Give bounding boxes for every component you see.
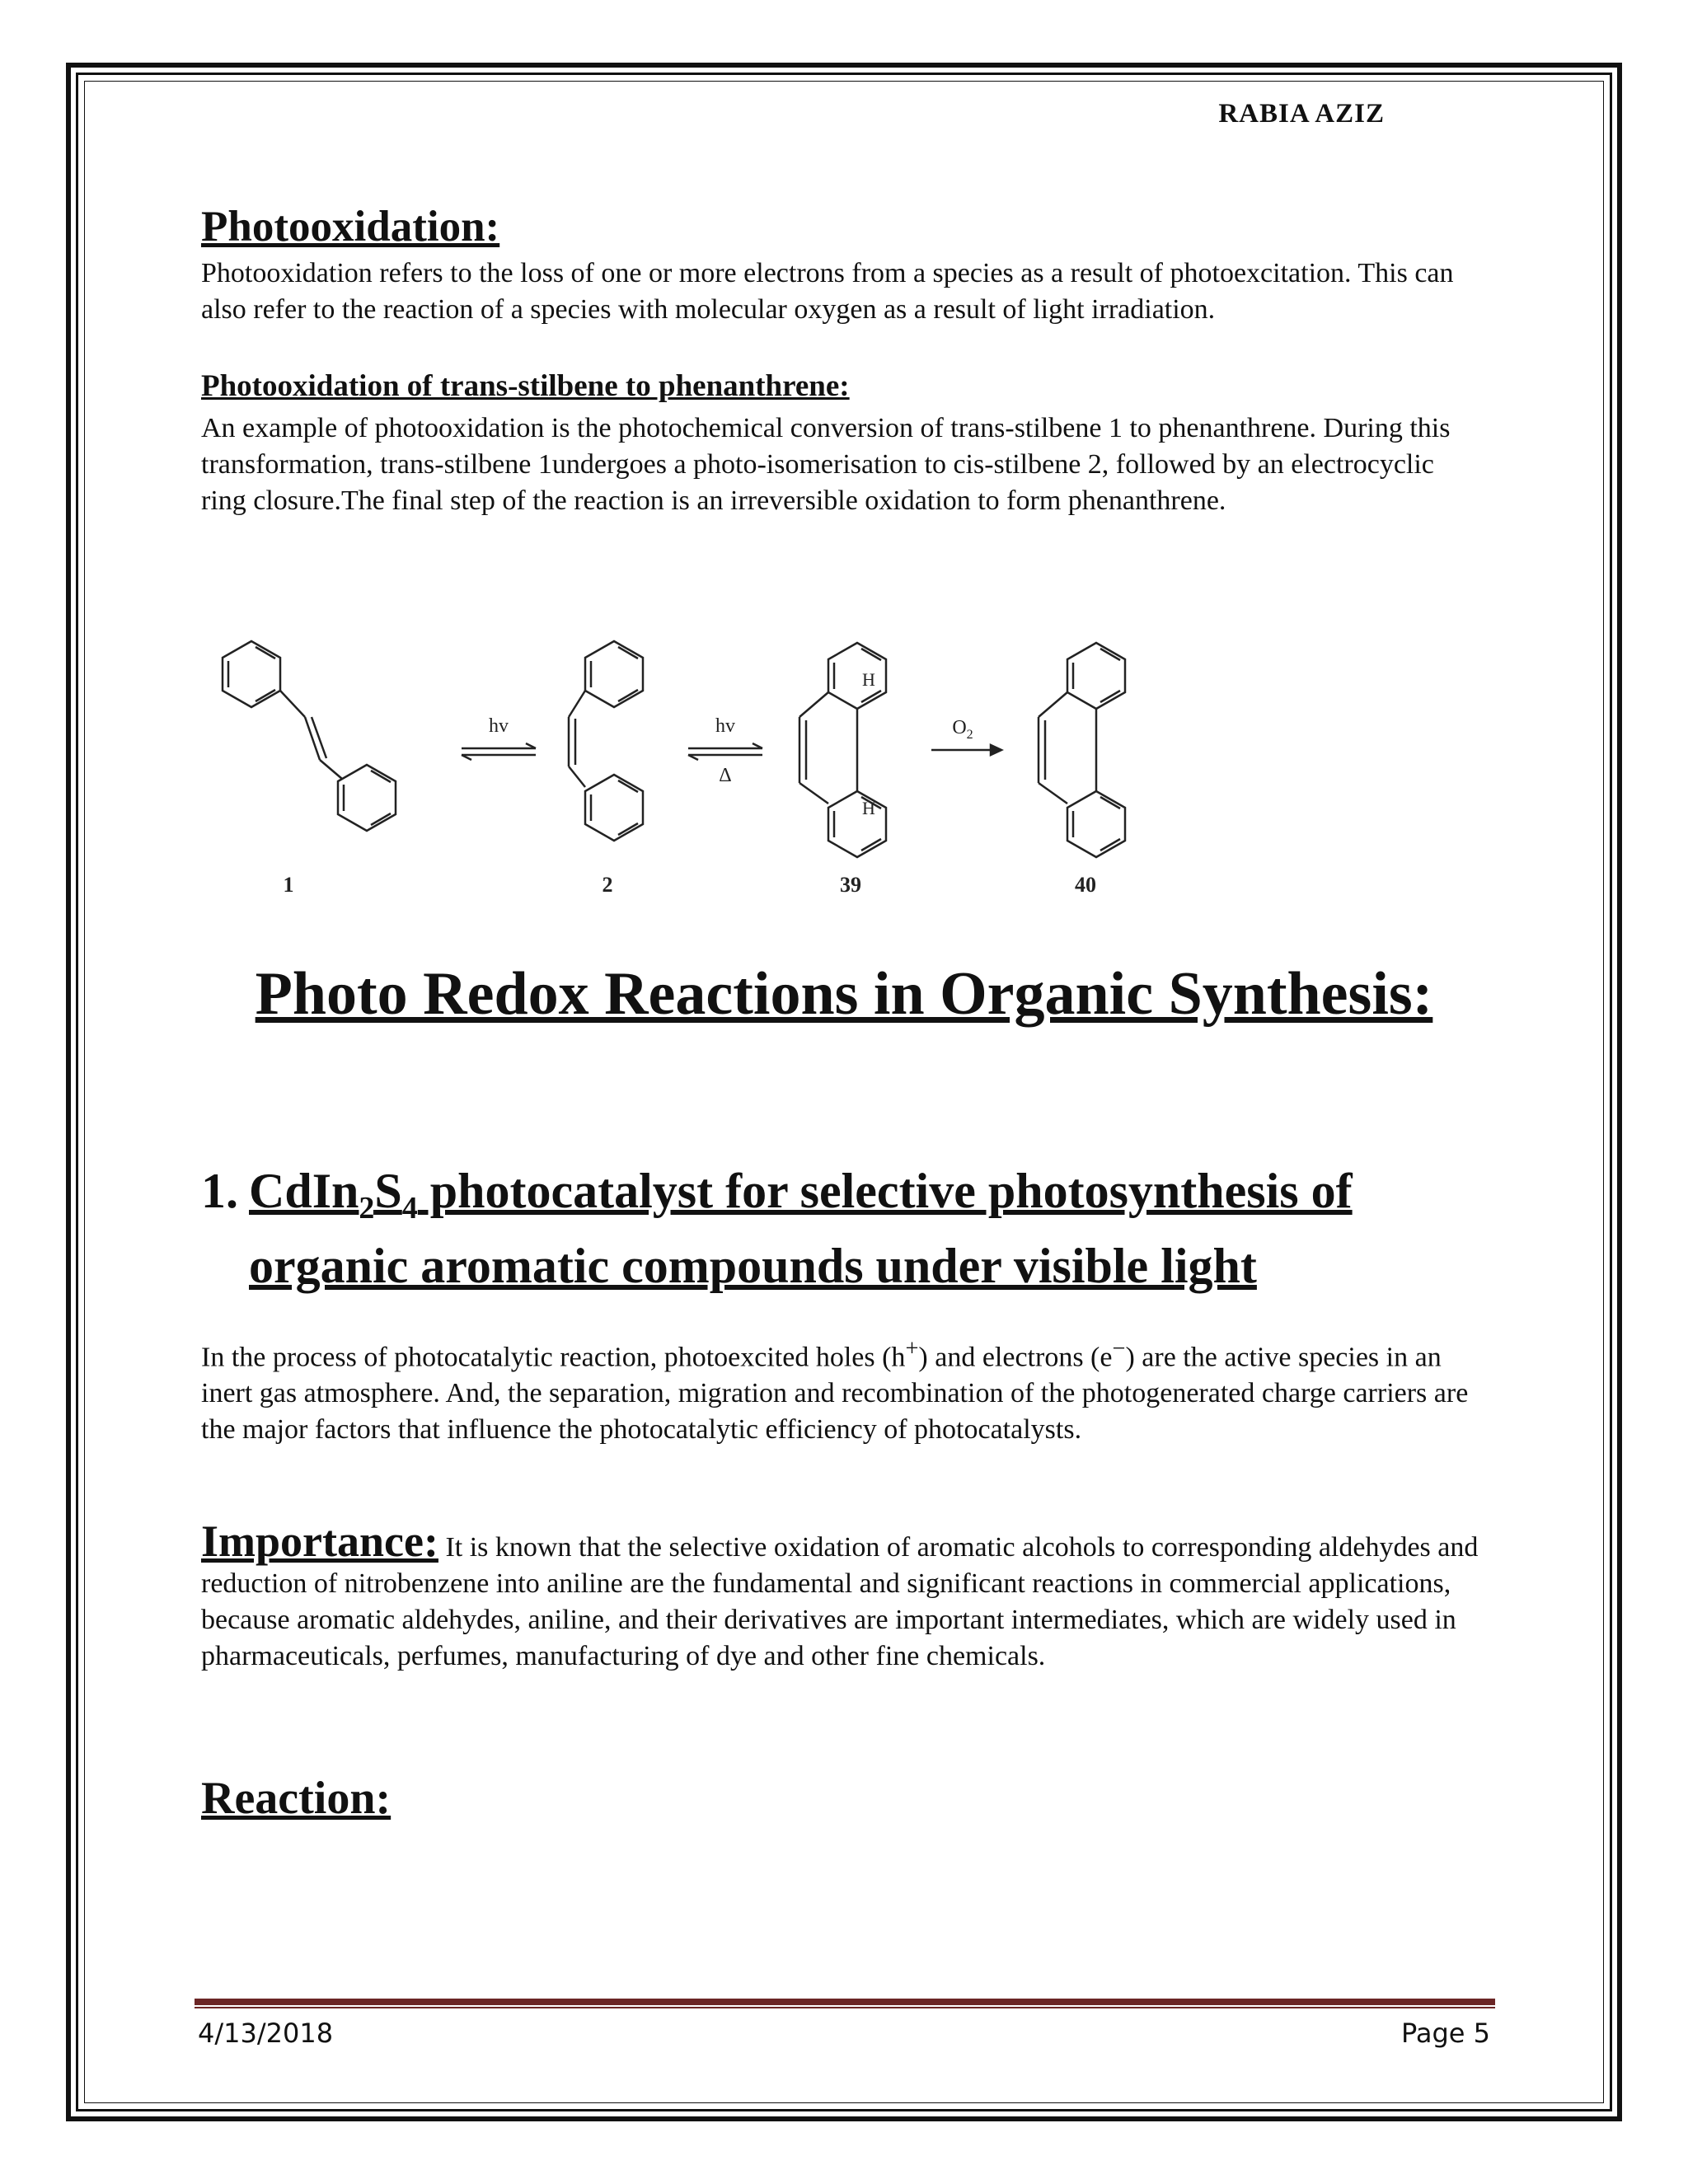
trans-stilbene-structure xyxy=(223,641,396,831)
phenanthrene-structure xyxy=(1039,643,1125,857)
h-top-label: H xyxy=(862,669,875,690)
compound-label-40: 40 xyxy=(1075,873,1096,897)
photooxidation-heading: Photooxidation: xyxy=(201,203,500,251)
stilbene-heading: Photooxidation of trans-stilbene to phenanthrene: xyxy=(201,369,850,403)
footer-rule xyxy=(195,1999,1495,2005)
reaction-scheme xyxy=(198,626,1154,907)
importance-paragraph: Importance: It is known that the selective oxidation of aromatic alcohols to corresponding aldehydes and reduction of nitrobenzene into aniline are the fundamental and significant reactions in commercial applications, because aromatic aldehydes, aniline, and their derivatives are important intermediates, which are widely used in pharmaceuticals, perfumes, manufacturing of dye and other fine chemicals. xyxy=(201,1516,1479,1671)
heading-text: $CdIn_2S_4$ photocatalyst for selective photosynthesis of organic aromatic compounds under visible light xyxy=(249,1164,1353,1293)
numbered-heading xyxy=(201,1162,1520,1295)
photocatalytic-paragraph: In the process of photocatalytic reaction, photoexcited holes (h+) and electrons (e−) are the active species in an inert gas atmosphere. And, the separation, migration and recombination of the photogenerated charge carriers are the major factors that influence the photocatalytic efficiency of photocatalysts. xyxy=(201,1336,1469,1446)
footer-page-number: Page 5 xyxy=(1401,2018,1490,2049)
stilbene-paragraph: An example of photooxidation is the photochemical conversion of trans-stilbene 1 to phenanthrene. During this transformation, trans-stilbene 1undergoes a photo-isomerisation to cis-stilbene 2, followed by an electrocyclic ring closure.The final step of the reaction is an irreversible oxidation to form phenanthrene. xyxy=(201,413,1451,516)
h-bottom-label: H xyxy=(862,798,875,818)
compound-label-39: 39 xyxy=(840,873,861,897)
arrow3-label: $O_2$ xyxy=(952,717,973,742)
reaction-heading: Reaction: xyxy=(201,1773,392,1824)
compound-label-2: 2 xyxy=(602,873,613,897)
arrow2-label-bottom: Δ xyxy=(719,765,732,786)
compound-label-1: 1 xyxy=(283,873,294,897)
author-header: RABIA AZIZ xyxy=(1218,99,1385,129)
main-title: Photo Redox Reactions in Organic Synthesis: xyxy=(255,960,1433,1028)
arrow2-label-top: hv xyxy=(715,715,735,737)
footer-rule-thin xyxy=(195,2007,1495,2008)
arrow1-label: hv xyxy=(489,715,509,737)
cis-stilbene-structure xyxy=(569,641,643,841)
importance-label: Importance: xyxy=(201,1516,438,1566)
footer-date: 4/13/2018 xyxy=(198,2018,334,2049)
heading-number: 1. xyxy=(201,1164,238,1218)
photooxidation-paragraph: Photooxidation refers to the loss of one or more electrons from a species as a result of photoexcitation. This can also refer to the reaction of a species with molecular oxygen as a result of light irradiation. xyxy=(201,258,1454,325)
